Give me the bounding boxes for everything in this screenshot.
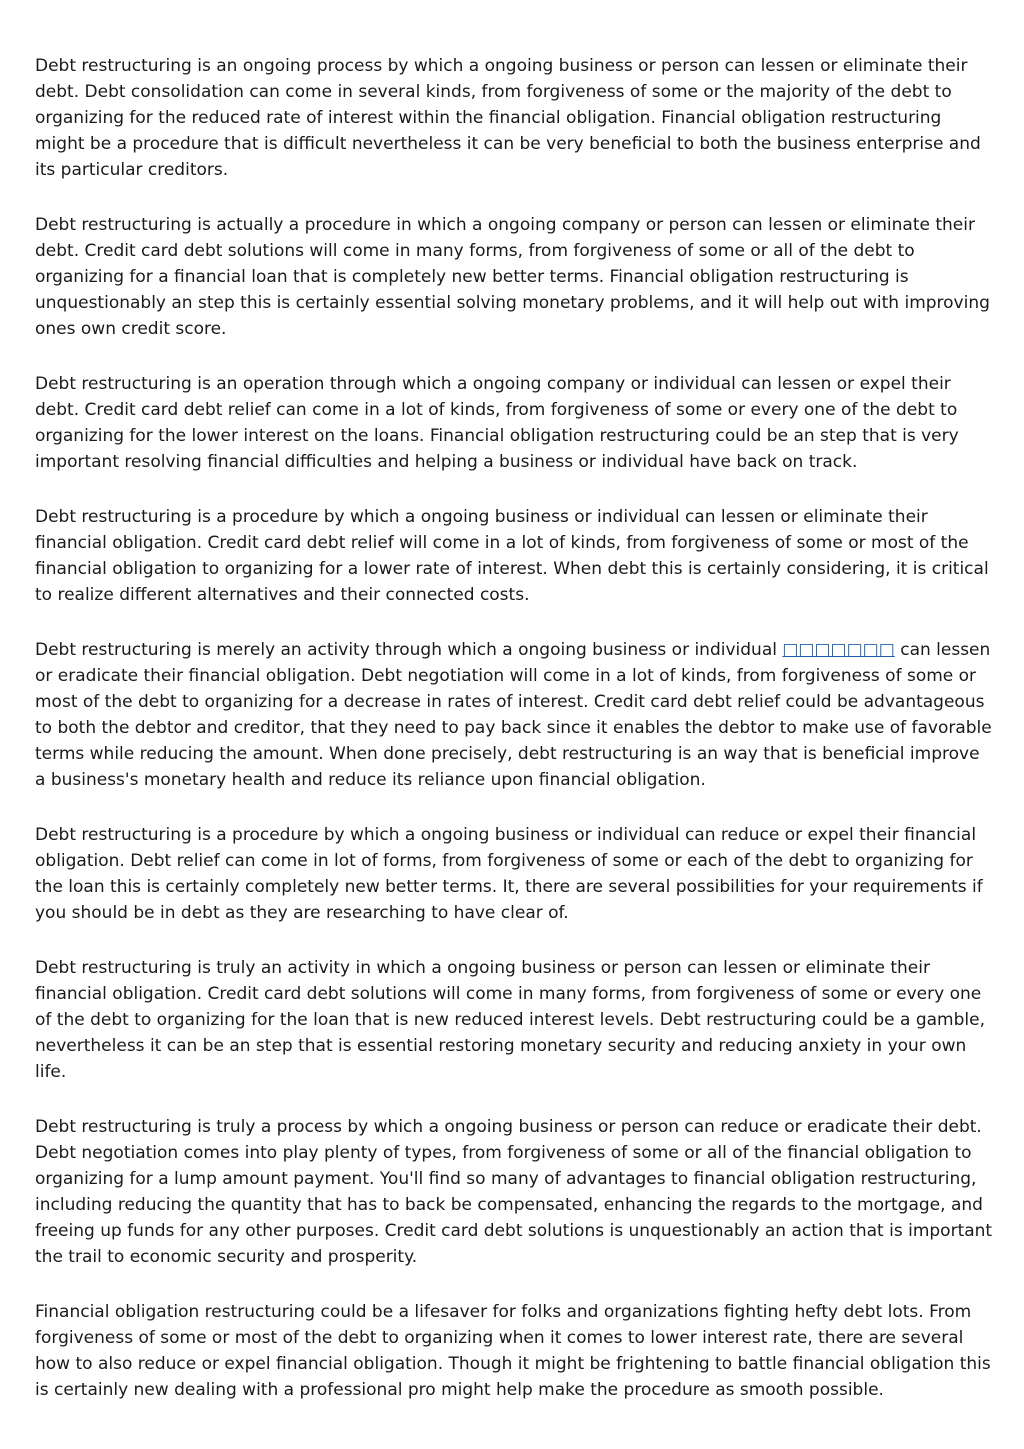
paragraph-4: Debt restructuring is a procedure by which a ongoing business or individual can lessen or eliminate their financial obligation. Credit card debt relief will come in a lot of kinds, from forgiveness of some or most of the financial obligation to organizing for a lower rate of interest. When debt this is certainly considering, it is critical to realize different alternatives and their connected costs. — [35, 507, 989, 605]
paragraph-8: Debt restructuring is truly a process by which a ongoing business or person can reduce or eradicate their debt. Debt negotiation comes into play plenty of types, from forgiveness of some or all of the financial obligation to organizing for a lump amount payment. You'll find so many of advantages to financial obligation restructuring, including reducing the quantity that has to back be compensated, enhancing the regards to the mortgage, and freeing up funds for any other purposes. Credit card debt solutions is unquestionably an action that is important the trail to economic security and prosperity. — [35, 1117, 993, 1267]
paragraph-5-text-after-link: can lessen or eradicate their financial obligation. Debt negotiation will come in a lot of kinds, from forgiveness of some or most of the debt to organizing for a decrease in rates of interest. Credit card debt relief could be advantageous to both the debtor and creditor, that they need to pay back since it enables the debtor to make use of favorable terms while reducing the amount. When done precisely, debt restructuring is an way that is beneficial improve a business's monetary health and reduce its reliance upon financial obligation. — [35, 640, 992, 790]
paragraph-5-text-before-link: Debt restructuring is merely an activity through which a ongoing business or individual — [35, 640, 783, 660]
paragraph-2: Debt restructuring is actually a procedure in which a ongoing company or person can lessen or eliminate their debt. Credit card debt solutions will come in many forms, from forgiveness of some or all of the debt to organizing for a financial loan that is completely new better terms. Financial obligation restructuring is unquestionably an step this is certainly essential solving monetary problems, and it will help out with improving ones own credit score. — [35, 215, 990, 339]
paragraph-6: Debt restructuring is a procedure by which a ongoing business or individual can reduce or expel their financial obligation. Debt relief can come in lot of forms, from forgiveness of some or each of the debt to organizing for the loan this is certainly completely new better terms. It, there are several possibilities for your requirements if you should be in debt as they are researching to have clear of. — [35, 825, 983, 923]
paragraph-9: Financial obligation restructuring could be a lifesaver for folks and organizations fighting hefty debt lots. From forgiveness of some or most of the debt to organizing when it comes to lower interest rate, there are several how to also reduce or expel financial obligation. Though it might be frightening to battle financial obligation this is certainly new dealing with a professional pro might help make the procedure as smooth possible. — [35, 1302, 991, 1400]
paragraph-1: Debt restructuring is an ongoing process by which a ongoing business or person can lessen or eliminate their debt. Debt consolidation can come in several kinds, from forgiveness of some or the majority of the debt to organizing for the reduced rate of interest within the financial obligation. Financial obligation restructuring might be a procedure that is difficult nevertheless it can be very beneficial to both the business enterprise and its particular creditors. — [35, 56, 981, 180]
inline-link[interactable]: □□□□□□□ — [782, 640, 895, 660]
paragraph-5 — [35, 637, 995, 793]
paragraph-3: Debt restructuring is an operation through which a ongoing company or individual can lessen or expel their debt. Credit card debt relief can come in a lot of kinds, from forgiveness of some or every one of the debt to organizing for the lower interest on the loans. Financial obligation restructuring could be an step that is very important resolving financial difficulties and helping a business or individual have back on track. — [35, 374, 959, 472]
document-body — [35, 53, 995, 1432]
paragraph-7: Debt restructuring is truly an activity in which a ongoing business or person can lessen or eliminate their financial obligation. Credit card debt solutions will come in many forms, from forgiveness of some or every one of the debt to organizing for the loan that is new reduced interest levels. Debt restructuring could be a gamble, nevertheless it can be an step that is essential restoring monetary security and reducing anxiety in your own life. — [35, 958, 985, 1082]
